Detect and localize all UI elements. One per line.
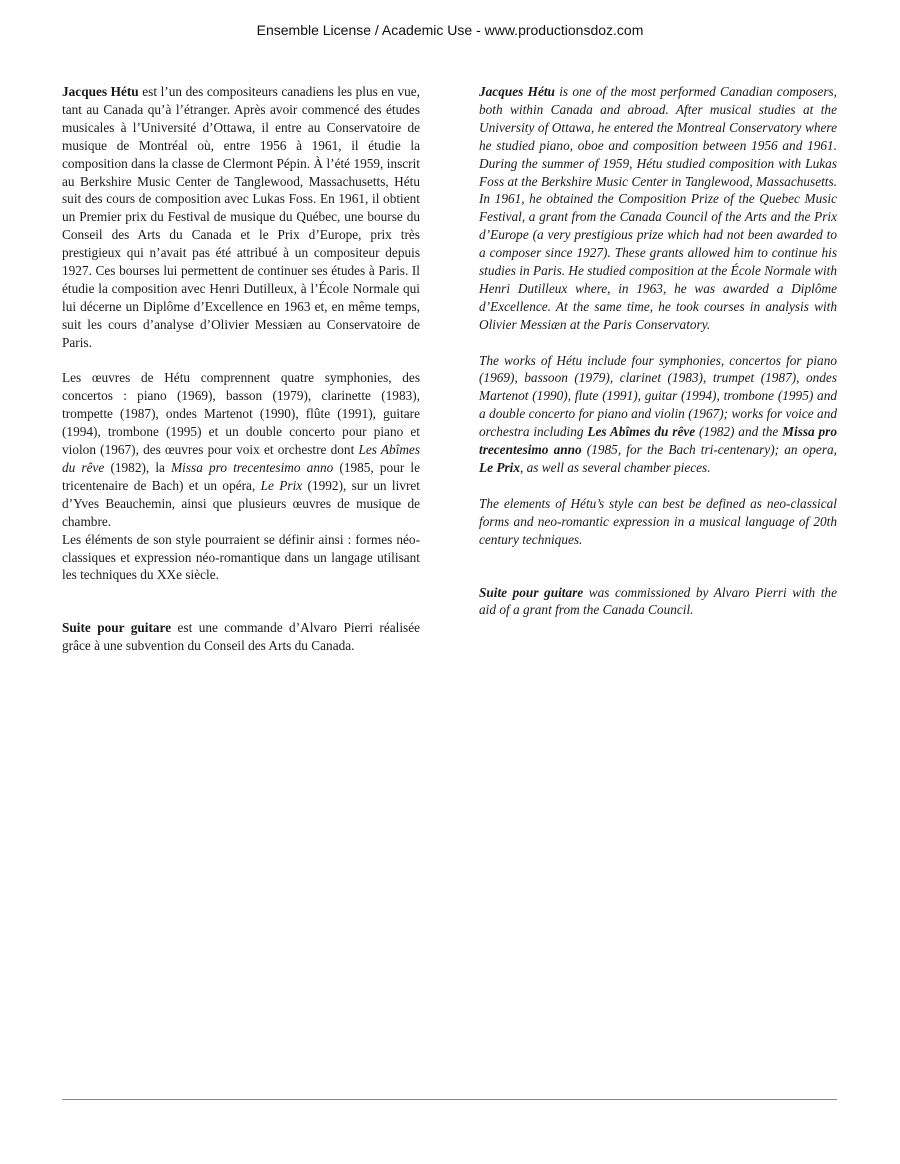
en-works-text-1: The works of Hétu include four symphonies, concertos for piano (1969), bassoon (1979), clarinet (1983), trumpet (1987), ondes Martenot (1990), flute (1991), guitar (1994), trombone (1995) and a double concerto for piano and violin (1967); works for voice and orchestra including xyxy=(479,352,837,440)
fr-works-text-1: Les œuvres de Hétu comprennent quatre symphonies, des concertos : piano (1969), basson (1979), clarinette (1983), trompette (1987), ondes Martenot (1990), flûte (1991), guitare (1994), trombone (1995) et un double concerto pour piano et violon (1967), des œuvres pour voix et orchestre dont xyxy=(62,370,420,458)
en-work-abimes: Les Abîmes du rêve xyxy=(587,424,696,440)
en-suite-title: Suite pour guitare xyxy=(479,584,584,600)
en-composer-name: Jacques Hétu xyxy=(479,84,555,99)
fr-works-text-3: (1985, pour le tricentenaire de Bach) et un opéra, xyxy=(62,460,420,493)
fr-commission-paragraph xyxy=(62,619,420,655)
fr-composer-name: Jacques Hétu xyxy=(62,84,139,99)
en-work-le-prix: Le Prix xyxy=(479,460,520,476)
en-commission-paragraph xyxy=(479,584,837,620)
fr-biography-text: est l’un des compositeurs canadiens les plus en vue, tant au Canada qu’à l’étranger. Après avoir commencé des études musicales à l’Université d’Ottawa, il entre au Conservatoire de musique de Montréal où, entre 1956 à 1961, il étudie la composition dans la classe de Clermont Pépin. À l’été 1959, inscrit au Berkshire Music Center de Tanglewood, Massachusetts, Hétu suit des cours de composition avec Lukas Foss. En 1961, il obtient un Premier prix du Festival de musique du Québec, une bourse du Conseil des Arts du Canada et le Prix d’Europe, prix très prestigieux qui n’avait pas été attribué à un compositeur depuis 1927. Ces bourses lui permettent de continuer ses études à Paris. Il étudie la composition avec Henri Dutilleux, à l’École Normale qui lui décerne un Diplôme d’Excellence en 1963 et, en même temps, suit les cours d’analyse d’Olivier Messiæn au Conservatoire de Paris. xyxy=(62,84,420,350)
fr-commission-text: est une commande d’Alvaro Pierri réalisée grâce à une subvention du Conseil des Arts du Canada. xyxy=(62,620,420,654)
fr-suite-title: Suite pour guitare xyxy=(62,620,172,636)
fr-works-text-2: (1982), la xyxy=(104,460,172,476)
en-style-paragraph: The elements of Hétu’s style can best be defined as neo-classical forms and neo-romantic expression in a musical language of 20th century techniques. xyxy=(479,495,837,547)
en-work-missa: Missa pro trecentesimo anno xyxy=(479,424,837,458)
fr-style-paragraph: Les éléments de son style pourraient se définir ainsi : formes néo-classiques et expression néo-romantique dans un langage utilisant les techniques du XXe siècle. xyxy=(62,531,420,583)
fr-works-text-4: (1992), sur un livret d’Yves Beauchemin, ainsi que plusieurs œuvres de musique de chambre. xyxy=(62,477,420,529)
english-column xyxy=(479,83,837,619)
fr-work-abimes: Les Abîmes du rêve xyxy=(62,442,421,476)
en-biography-paragraph xyxy=(479,83,837,334)
fr-biography-paragraph xyxy=(62,83,420,352)
fr-work-missa: Missa pro trecentesimo anno xyxy=(171,460,334,476)
en-works-paragraph xyxy=(479,352,837,477)
license-header: Ensemble License / Academic Use - www.productionsdoz.com xyxy=(256,22,644,38)
en-works-text-3: (1985, for the Bach tri-centenary); an opera, xyxy=(581,442,837,458)
footer-divider xyxy=(62,1099,837,1100)
fr-works-paragraph xyxy=(62,369,420,530)
en-biography-text: is one of the most performed Canadian composers, both within Canada and abroad. After musical studies at the University of Ottawa, he entered the Montreal Conservatory where he studied piano, oboe and composition between 1956 and 1961. During the summer of 1959, Hétu studied composition with Lukas Foss at the Berkshire Music Center in Tanglewood, Massachusetts. In 1961, he obtained the Composition Prize of the Quebec Music Festival, a grant from the Canada Council of the Arts and the Prix d’Europe (a very prestigious prize which had not been awarded to a composer since 1927). These grants allowed him to continue his studies in Paris. He studied composition at the École Normale with Henri Dutilleux where, in 1963, he was awarded a Diplôme d’Excellence. At the same time, he took courses in analysis with Olivier Messiæn at the Paris Conservatory. xyxy=(479,84,837,332)
french-column xyxy=(62,83,420,655)
en-works-text-2: (1982) and the xyxy=(695,424,783,440)
en-works-text-4: , as well as several chamber pieces. xyxy=(520,460,711,476)
en-commission-text: was commissioned by Alvaro Pierri with the aid of a grant from the Canada Council. xyxy=(479,584,837,618)
fr-work-le-prix: Le Prix xyxy=(260,477,303,493)
